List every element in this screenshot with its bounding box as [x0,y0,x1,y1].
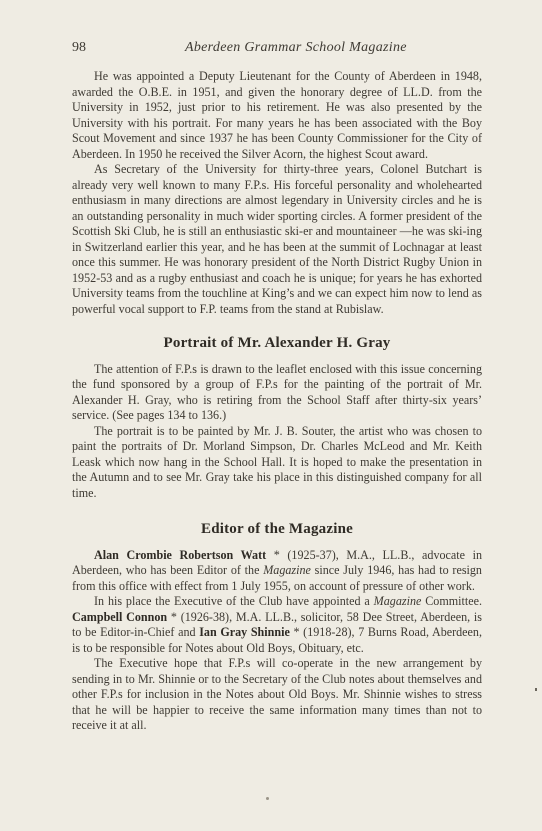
intro-paragraph-1: He was appointed a Deputy Lieutenant for the County of Aberdeen in 1948, awarded the O.B.E. in 1951, and given the honorary degree of LL.D. from the University in 1952, just prior to his retirement. He was also presented by the University with his portrait. For many years he has been associated with the Boy Scout Movement and since 1937 he has been County Commissioner for the City of Aberdeen. In 1950 he received the Silver Acorn, the highest Scout award. [72,69,482,161]
article-body [72,69,482,734]
page-number: 98 [72,40,86,55]
intro-paragraph-2: As Secretary of the University for thirty-three years, Colonel Butchart is already very well known to many F.P.s. His forceful personality and wholehearted enthusiasm in many directions are almost legendary in University circles and he is an outstanding personality in much wider sporting circles. A former president of the Scottish Ski Club, he is still an enthusiastic ski-er and mountaineer —he was ski-ing in Switzerland earlier this year, and he has been at the summit of Lochnagar at least once this summer. He was honorary president of the North District Rugby Union in 1952-53 and as a rugby enthusiast and coach he is unique; for years he has exhorted University teams from the touchline at King’s and we can expect him now to lend as powerful vocal support to F.P. teams from the stand at Rubislaw. [72,162,482,316]
portrait-paragraph-2: The portrait is to be painted by Mr. J. B. Souter, the artist who was chosen to paint the portraits of Dr. Morland Simpson, Dr. Charles McLeod and Mr. Keith Leask which now hang in the School Hall. It is hoped to make the presentation in the Autumn and to see Mr. Gray take his place in this distinguished company for all time. [72,423,482,500]
portrait-section-heading: Portrait of Mr. Alexander H. Gray [163,335,391,351]
magazine-italic: Magazine [373,594,422,608]
running-title: Aberdeen Grammar School Magazine [185,40,407,55]
editor-paragraph-3: The Executive hope that F.P.s will co-operate in the new arrangement by sending in to Mr. Shinnie or to the Secretary of the Club notes about themselves and other F.P.s for inclusion in the Notes about Old Boys. Mr. Shinnie wishes to stress that he will be happier to receive the same information many times than not to receive it at all. [72,656,482,732]
editor-paragraph-1: Alan Crombie Robertson Watt * (1925-37), M.A., LL.B., advocate in Aberdeen, who has been Editor of the Magazine since July 1946, has had to resign from this office with effect from 1 July 1955, on account of pressure of other work. [72,547,483,593]
portrait-paragraph-1: The attention of F.P.s is drawn to the leaflet enclosed with this issue concerning the fund sponsored by a group of F.P.s for the painting of the portrait of Mr. Alexander H. Gray, who is retiring from the School Staff after thirty-six years’ service. (See pages 134 to 136.) [72,361,482,422]
editor-paragraph-2: In his place the Executive of the Club have appointed a Magazine Committee. Campbell Connon * (1926-38), M.A. LL.B., solicitor, 58 Dee Street, Aberdeen, is to be Editor-in-Chief and Ian Gray Shinnie * (1918-28), 7 Burns Road, Aberdeen, is to be responsible for Notes about Old Boys, Obituary, etc. [72,594,482,655]
editor-section-heading: Editor of the Magazine [200,521,354,537]
editor-name-shinnie: Ian Gray Shinnie [199,625,290,639]
editor-name-connon: Campbell Connon [72,609,168,624]
magazine-italic: Magazine [263,563,311,577]
margin-mark [535,688,537,691]
editor-name-watt: Alan Crombie Robertson Watt [94,547,267,562]
page-header [72,40,482,60]
page-speck [266,797,269,800]
